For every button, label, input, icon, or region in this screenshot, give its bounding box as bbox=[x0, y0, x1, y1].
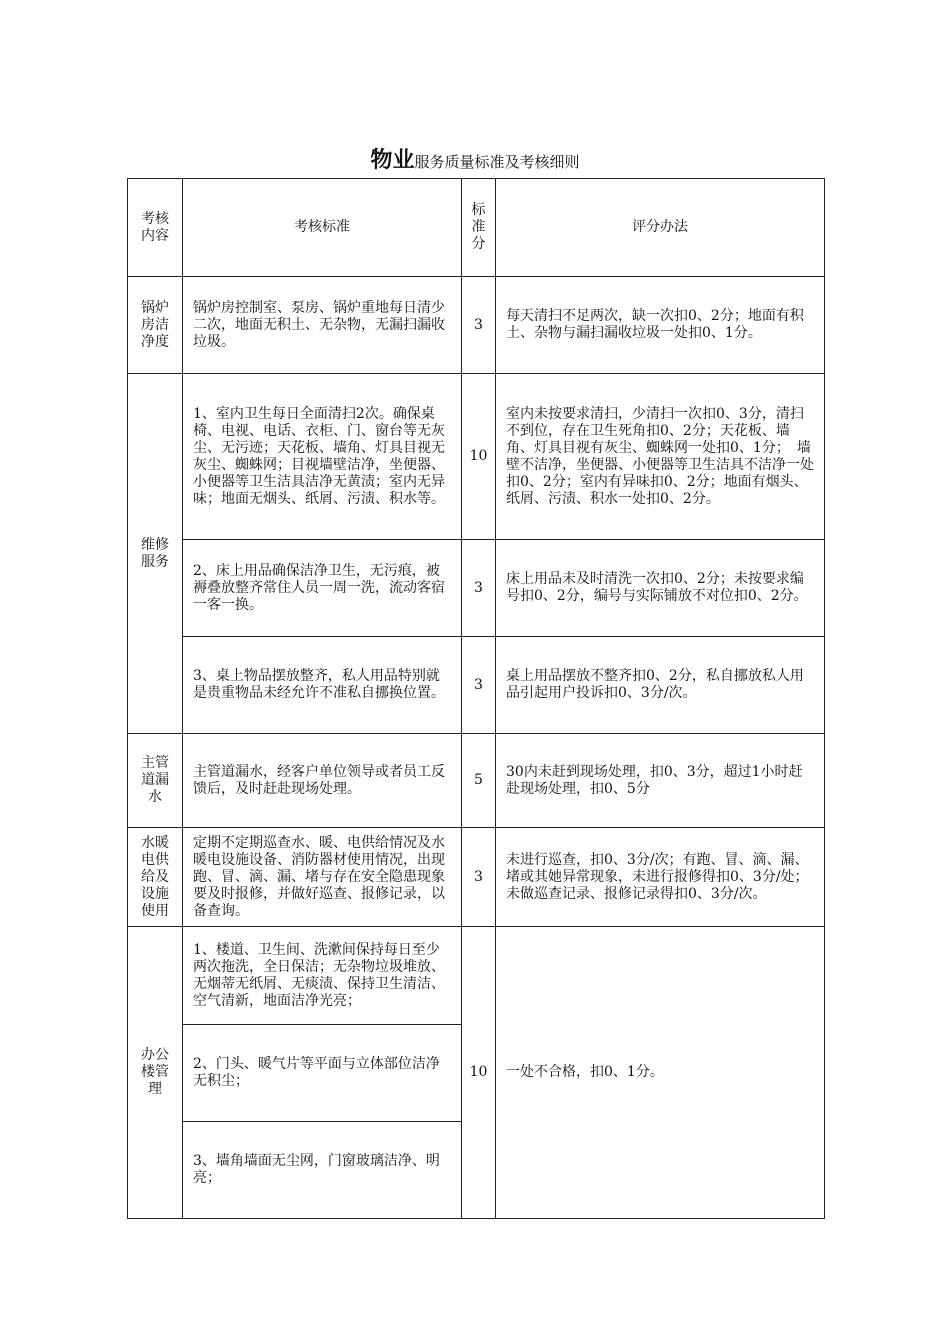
method-pipe: 30内未赶到现场处理，扣0、3分，超过1小时赶赴现场处理，扣0、5分 bbox=[496, 734, 825, 828]
item-office: 办公楼管理 bbox=[128, 927, 183, 1219]
header-standard: 考核标准 bbox=[183, 179, 462, 277]
item-boiler: 锅炉房洁净度 bbox=[128, 277, 183, 374]
standard-office-3: 3、墙角墙面无尘网，门窗玻璃洁净、明亮； bbox=[183, 1122, 462, 1219]
header-item: 考核内容 bbox=[128, 179, 183, 277]
score-heating: 3 bbox=[462, 828, 496, 927]
method-repair-1: 室内未按要求清扫，少清扫一次扣0、3分，清扫不到位，存在卫生死角扣0、2分；天花板、墙角、灯具目视有灰尘、蜘蛛网一处扣0、1分； 墙壁不洁净，坐便器、小便器等卫生洁具不洁净一处扣0、2分；室内有异味扣0、2分；地面有烟头、纸屑、污渍、积水一处扣0、2分。 bbox=[496, 374, 825, 540]
method-office: 一处不合格，扣0、1分。 bbox=[496, 927, 825, 1219]
table-row-repair-3 bbox=[128, 637, 825, 734]
table-row-office-1 bbox=[128, 927, 825, 1025]
table-row-repair-1 bbox=[128, 374, 825, 540]
item-pipe: 主管道漏水 bbox=[128, 734, 183, 828]
score-office: 10 bbox=[462, 927, 496, 1219]
header-score: 标准分 bbox=[462, 179, 496, 277]
standard-repair-3: 3、桌上物品摆放整齐，私人用品特别就是贵重物品未经允许不准私自挪换位置。 bbox=[183, 637, 462, 734]
assessment-table bbox=[127, 178, 825, 1219]
method-heating: 未进行巡查，扣0、3分/次；有跑、冒、滴、漏、堵或其她异常现象，未进行报修得扣0、3分/处；未做巡查记录、报修记录得扣0、3分/次。 bbox=[496, 828, 825, 927]
item-repair: 维修服务 bbox=[128, 374, 183, 734]
standard-office-1: 1、楼道、卫生间、洗漱间保持每日至少两次拖洗，全日保洁；无杂物垃圾堆放、无烟蒂无纸屑、无痰渍、保持卫生清洁、空气清新，地面洁净光亮； bbox=[183, 927, 462, 1025]
standard-pipe: 主管道漏水，经客户单位领导或者员工反馈后，及时赶赴现场处理。 bbox=[183, 734, 462, 828]
method-repair-3: 桌上用品摆放不整齐扣0、2分，私自挪放私人用品引起用户投诉扣0、3分/次。 bbox=[496, 637, 825, 734]
standard-repair-1: 1、室内卫生每日全面清扫2次。确保桌椅、电视、电话、衣柜、门、窗台等无灰尘、无污迹；天花板、墙角、灯具目视无灰尘、蜘蛛网；目视墙壁洁净，坐便器、小便器等卫生洁具洁净无黄渍；室内无异味；地面无烟头、纸屑、污渍、积水等。 bbox=[183, 374, 462, 540]
score-repair-3: 3 bbox=[462, 637, 496, 734]
table-header-row bbox=[128, 179, 825, 277]
standard-office-2: 2、门头、暖气片等平面与立体部位洁净无积尘； bbox=[183, 1025, 462, 1122]
title-rest: 服务质量标准及考核细则 bbox=[414, 153, 580, 171]
table-row-repair-2 bbox=[128, 540, 825, 637]
score-pipe: 5 bbox=[462, 734, 496, 828]
header-method: 评分办法 bbox=[496, 179, 825, 277]
standard-repair-2: 2、床上用品确保洁净卫生，无污痕，被褥叠放整齐常住人员一周一洗，流动客宿一客一换。 bbox=[183, 540, 462, 637]
score-repair-2: 3 bbox=[462, 540, 496, 637]
method-repair-2: 床上用品未及时清洗一次扣0、2分；未按要求编号扣0、2分，编号与实际铺放不对位扣0、2分。 bbox=[496, 540, 825, 637]
table-row-pipe bbox=[128, 734, 825, 828]
table-row-heating bbox=[128, 828, 825, 927]
method-boiler: 每天清扫不足两次，缺一次扣0、2分；地面有积土、杂物与漏扫漏收垃圾一处扣0、1分。 bbox=[496, 277, 825, 374]
item-heating: 水暖电供给及设施使用 bbox=[128, 828, 183, 927]
score-repair-1: 10 bbox=[462, 374, 496, 540]
standard-boiler: 锅炉房控制室、泵房、锅炉重地每日清少二次，地面无积土、无杂物，无漏扫漏收垃圾。 bbox=[183, 277, 462, 374]
title-bold: 物业 bbox=[370, 147, 415, 173]
score-boiler: 3 bbox=[462, 277, 496, 374]
table-row-boiler bbox=[128, 277, 825, 374]
standard-heating: 定期不定期巡查水、暖、电供给情况及水暖电设施设备、消防器材使用情况，出现跑、冒、滴、漏、堵与存在安全隐患现象要及时报修，并做好巡查、报修记录，以备查询。 bbox=[183, 828, 462, 927]
document-title bbox=[0, 147, 950, 175]
